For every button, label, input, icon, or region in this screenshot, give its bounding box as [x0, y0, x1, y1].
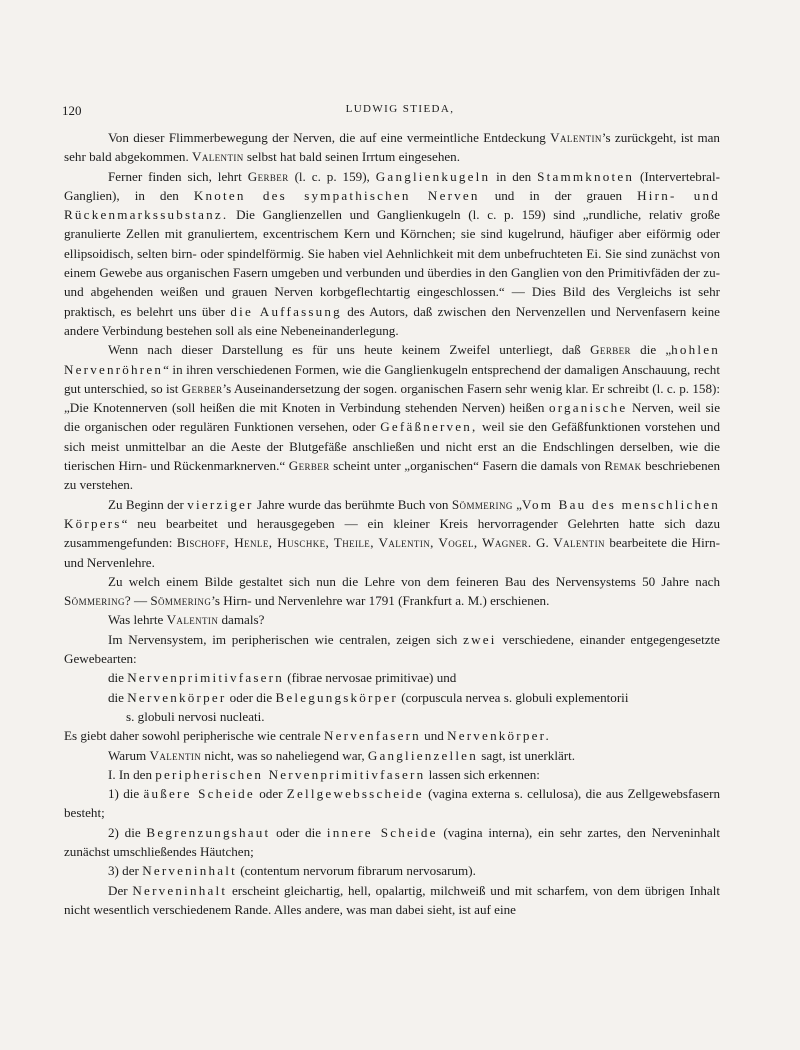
paragraph: Wenn nach dieser Darstellung es für uns heute keinem Zweifel unterliegt, daß Gerber die „hohlen Nervenröhren“ in ihren verschiedenen Formen, wie die Ganglienkugeln entsprechend der damaligen Anschauung, recht gut unterschied, so ist Gerber’s Auseinandersetzung der sogen. organischen Fasern sehr wenig klar. Er schreibt (l. c. p. 158): „Die Knotennerven (soll heißen die mit Knoten in Verbindung stehenden Nerven) heißen organische Nerven, weil sie die organischen oder regulären Funktionen versehen, oder Gefäßnerven, weil sie den Gefäßfunktionen vorstehen und sich meist unmittelbar an die Aeste der Blutgefäße anschließen und nicht erst an die Endschlingen derselben, wie die tierischen Hirn- und Rückenmarknerven.“ Gerber scheint unter „organischen“ Fasern die damals von Remak beschriebenen zu verstehen.: [64, 342, 721, 493]
paragraph: I. In den peripherischen Nervenprimitivfasern lassen sich erkennen:: [108, 766, 540, 782]
body-text: [64, 128, 720, 919]
paragraph: Im Nervensystem, im peripherischen wie centralen, zeigen sich zwei verschiedene, einander entgegengesetzte Gewebearten:: [64, 631, 720, 667]
page-header: [62, 103, 738, 123]
paragraph: 1) die äußere Scheide oder Zellgewebsscheide (vagina externa s. cellulosa), die aus Zellgewebsfasern besteht;: [64, 786, 720, 821]
paragraph: Von dieser Flimmerbewegung der Nerven, die auf eine vermeintliche Entdeckung Valentin’s zurückgeht, ist man sehr bald abgekommen. Valentin selbst hat bald seinen Irrtum eingesehen.: [64, 130, 720, 165]
paragraph: Warum Valentin nicht, was so naheliegend war, Ganglienzellen sagt, ist unerklärt.: [108, 747, 576, 763]
paragraph: Zu Beginn der vierziger Jahre wurde das berühmte Buch von Sömmering „Vom Bau des menschlichen Körpers“ neu bearbeitet und herausgegeben — ein kleiner Kreis hervorragender Gelehrten hatte sich dazu zusammengefunden: Bischoff, Henle, Huschke, Theile, Valentin, Vogel, Wagner. G. Valentin bearbeitete die Hirn- und Nervenlehre.: [64, 496, 721, 570]
paragraph: Es giebt daher sowohl peripherische wie centrale Nervenfasern und Nervenkörper.: [64, 728, 551, 744]
list-item-continuation: s. globuli nervosi nucleati.: [126, 708, 265, 724]
paragraph: Was lehrte Valentin damals?: [108, 612, 265, 628]
paragraph: Der Nerveninhalt erscheint gleichartig, hell, opalartig, milchweiß und mit scharfem, von dem übrigen Inhalt nicht wesentlich verschiedenem Rande. Alles andere, was man dabei sieht, ist auf eine: [64, 882, 721, 917]
list-item: die Nervenkörper oder die Belegungskörper (corpuscula nervea s. globuli explementorii: [108, 689, 629, 705]
paragraph: Ferner finden sich, lehrt Gerber (l. c. p. 159), Ganglienkugeln in den Stammknoten (Intervertebral-Ganglien), in den Knoten des sympathischen Nerven und in der grauen Hirn- und Rückenmarkssubstanz. Die Ganglienzellen und Ganglienkugeln (l. c. p. 159) sind „rundliche, relativ große granulierte Zellen mit granuliertem, excentrischem Kern und Körnchen; sie sind kugelrund, häufiger aber eiförmig oder ellipsoidisch, selten birn- oder spindelförmig. Sie haben viel Aehnlichkeit mit dem unbefruchteten Ei. Sie sind zunächst von einem Gewebe aus organischen Fasern umgeben und verbunden und überdies in den Ganglien von den Primitivfäden der zu- und abgehenden weißen und grauen Nerven korbgeflechtartig eingeschlossen.“ — Dies Bild des Vergleichs ist sehr praktisch, es belehrt uns über die Auffassung des Autors, daß zwischen den Nervenzellen und Nervenfasern keine andere Verbindung bestehen soll als eine Nebeneinanderlegung.: [64, 168, 721, 338]
running-head: LUDWIG STIEDA,: [345, 103, 455, 115]
paragraph: Zu welch einem Bilde gestaltet sich nun die Lehre von dem feineren Bau des Nervensystems 50 Jahre nach Sömmering? — Sömmering’s Hirn- und Nervenlehre war 1791 (Frankfurt a. M.) erschienen.: [64, 573, 720, 609]
paragraph: 3) der Nerveninhalt (contentum nervorum fibrarum nervosarum).: [108, 863, 476, 879]
page-number: 120: [62, 103, 82, 118]
paragraph: 2) die Begrenzungshaut oder die innere Scheide (vagina interna), ein sehr zartes, den Nerveninhalt zunächst umschließendes Häutchen;: [64, 824, 720, 859]
list-item: die Nervenprimitivfasern (fibrae nervosae primitivae) und: [108, 670, 457, 686]
